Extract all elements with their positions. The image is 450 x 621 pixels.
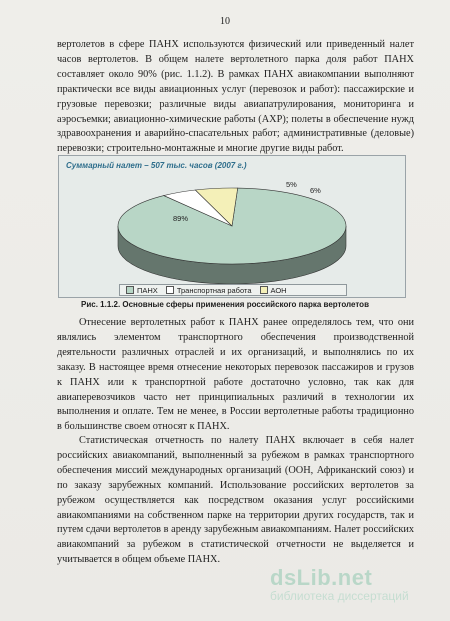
legend-swatch-panh [126, 286, 134, 294]
paragraph-3 [57, 434, 414, 568]
paragraph-1 [57, 38, 414, 157]
legend-label-panh: ПАНХ [137, 285, 158, 295]
data-label-transport: 5% [286, 180, 297, 189]
pie-chart [59, 156, 405, 297]
legend-swatch-transport [166, 286, 174, 294]
chart-legend [119, 284, 347, 296]
paragraph-1-text: вертолетов в сфере ПАНХ используются физический или приведенный налет часов вертолетов. В общем налете вертолетного парка доля работ ПАНХ составляет около 90% (рис. 1.1.2). В рамках ПАНХ авиакомпании выполняют практически все виды авиационных услуг (перевозок и работ): пассажирские и грузовые перевозки; различные виды авиапатрулирования, мониторинга и аэросъемки; авиационно-химические работы (АХР); полеты в обеспечение нужд здравоохранения и аварийно-спасательных работ; административные (деловые) перевозки; строительно-монтажные и многие другие виды работ. [57, 39, 414, 155]
watermark [270, 565, 440, 603]
legend-label-aon: АОН [270, 285, 287, 295]
paragraph-2-text: Отнесение вертолетных работ к ПАНХ ранее определялось тем, что они являлись элементом транспортного обеспечения производственной деятельности различных отраслей и их организаций, и выполнялись по их заказу. В настоящее время отнесение некоторых перевозок пассажиров и грузов к ПАНХ или к транспортной работе достаточно условно, так как для авиаперевозчиков часто нет принципиальных различий в технологии их выполнения и оплате. Тем не менее, в России вертолетные работы традиционно в большинстве своем относят к ПАНХ. [57, 317, 414, 433]
figure-caption: Рис. 1.1.2. Основные сферы применения российского парка вертолетов [81, 300, 369, 309]
paragraph-2 [57, 316, 414, 435]
page-number: 10 [220, 16, 230, 27]
data-label-aon: 6% [310, 186, 321, 195]
legend-item-aon [260, 286, 287, 295]
legend-label-transport: Транспортная работа [176, 285, 252, 295]
pie-chart-figure [58, 155, 406, 298]
legend-item-transport [166, 286, 252, 295]
legend-swatch-aon [260, 286, 268, 294]
legend-item-panh [126, 286, 158, 295]
paragraph-3-text: Статистическая отчетность по налету ПАНХ включает в себя налет российских авиакомпаний, выполненный за рубежом в рамках транспортного обеспечения миссий международных организаций (ООН, Африканский союз) и по заказу зарубежных компаний. Использование российских вертолетов за рубежом осуществляется как посредством оказания услуг российскими авиакомпаниями на собственном парке на территории других государств, так и путем сдачи вертолетов в аренду зарубежным авиакомпаниям. Налет российских авиакомпаний за рубежом в статистической отчетности не выделяется и учитывается в общем объеме ПАНХ. [57, 435, 414, 566]
data-label-panh: 89% [173, 214, 189, 223]
chart-title: Суммарный налет – 507 тыс. часов (2007 г.) [66, 161, 247, 170]
watermark-logo: dsLib.net [270, 565, 373, 590]
watermark-subtitle: библиотека диссертаций [270, 589, 409, 603]
